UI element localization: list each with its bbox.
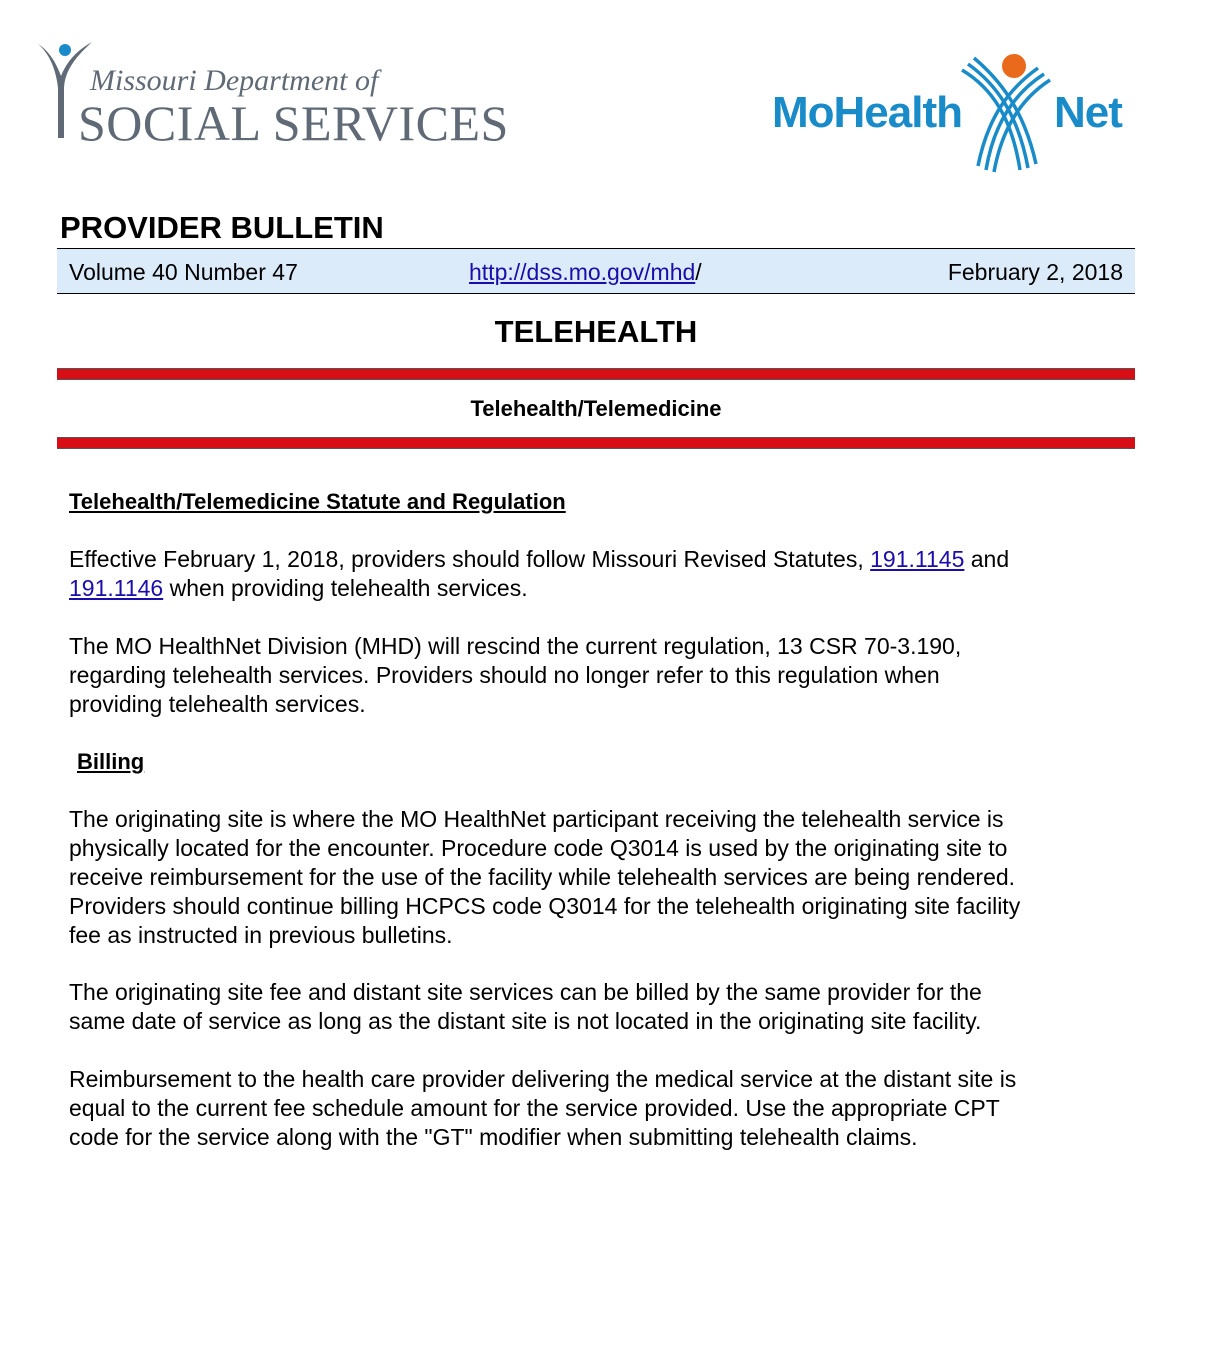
volume-number: Volume 40 Number 47 [69,259,298,285]
section-heading-billing: Billing [77,749,145,774]
mohealthnet-figure-icon [952,48,1052,178]
bulletin-url-suffix: / [695,259,702,285]
paragraph-statutes [69,545,1139,603]
bulletin-info-bar [57,248,1135,294]
dss-logo-line1: Missouri Department of [90,64,379,97]
paragraph-line: The originating site is where the MO HealthNet participant receiving the telehealth service is [69,806,1004,832]
paragraph-regulation [69,632,1139,719]
mohealthnet-logo [772,48,1152,178]
paragraph-line: code for the service along with the "GT" modifier when submitting telehealth claims. [69,1124,918,1150]
red-divider-top [57,368,1135,380]
paragraph-text: and [964,546,1010,572]
dss-logo-line2: SOCIAL SERVICES [78,95,509,151]
bulletin-title: PROVIDER BULLETIN [60,210,384,245]
paragraph-line: regarding telehealth services. Providers should no longer refer to this regulation when [69,662,940,688]
statute-link-191-1145[interactable]: 191.1145 [870,546,965,572]
sub-title: Telehealth/Telemedicine [470,396,722,421]
paragraph-line: equal to the current fee schedule amount for the service provided. Use the appropriate CPT [69,1095,1000,1121]
paragraph-line: fee as instructed in previous bulletins. [69,922,453,948]
paragraph-line: same date of service as long as the distant site is not located in the originating site facility. [69,1008,982,1034]
bulletin-url [469,259,702,286]
paragraph-line: physically located for the encounter. Procedure code Q3014 is used by the originating site to [69,835,1008,861]
paragraph-line: providing telehealth services. [69,691,366,717]
mohealthnet-logo-right: Net [1054,88,1122,137]
mohealthnet-logo-left: MoHealth [772,88,962,137]
page-title: TELEHEALTH [494,314,698,349]
red-divider-bottom [57,437,1135,449]
paragraph-line: Reimbursement to the health care provider delivering the medical service at the distant site is [69,1066,1017,1092]
paragraph-text: when providing telehealth services. [163,575,528,601]
paragraph-originating-site [69,805,1139,950]
bulletin-date: February 2, 2018 [947,259,1123,285]
paragraph-same-provider [69,978,1139,1036]
paragraph-text: Effective February 1, 2018, providers should follow Missouri Revised Statutes, [69,546,871,572]
statute-link-191-1146[interactable]: 191.1146 [69,575,164,601]
dss-logo [34,38,509,151]
paragraph-line: The originating site fee and distant site services can be billed by the same provider for the [69,979,982,1005]
paragraph-line: The MO HealthNet Division (MHD) will rescind the current regulation, 13 CSR 70-3.190, [69,633,962,659]
bulletin-url-link[interactable]: http://dss.mo.gov/mhd [469,259,696,285]
paragraph-reimbursement [69,1065,1139,1152]
paragraph-line: receive reimbursement for the use of the facility while telehealth services are being rendered. [69,864,1016,890]
paragraph-line: Providers should continue billing HCPCS code Q3014 for the telehealth originating site facility [69,893,1021,919]
section-heading-statute: Telehealth/Telemedicine Statute and Regulation [69,489,566,514]
